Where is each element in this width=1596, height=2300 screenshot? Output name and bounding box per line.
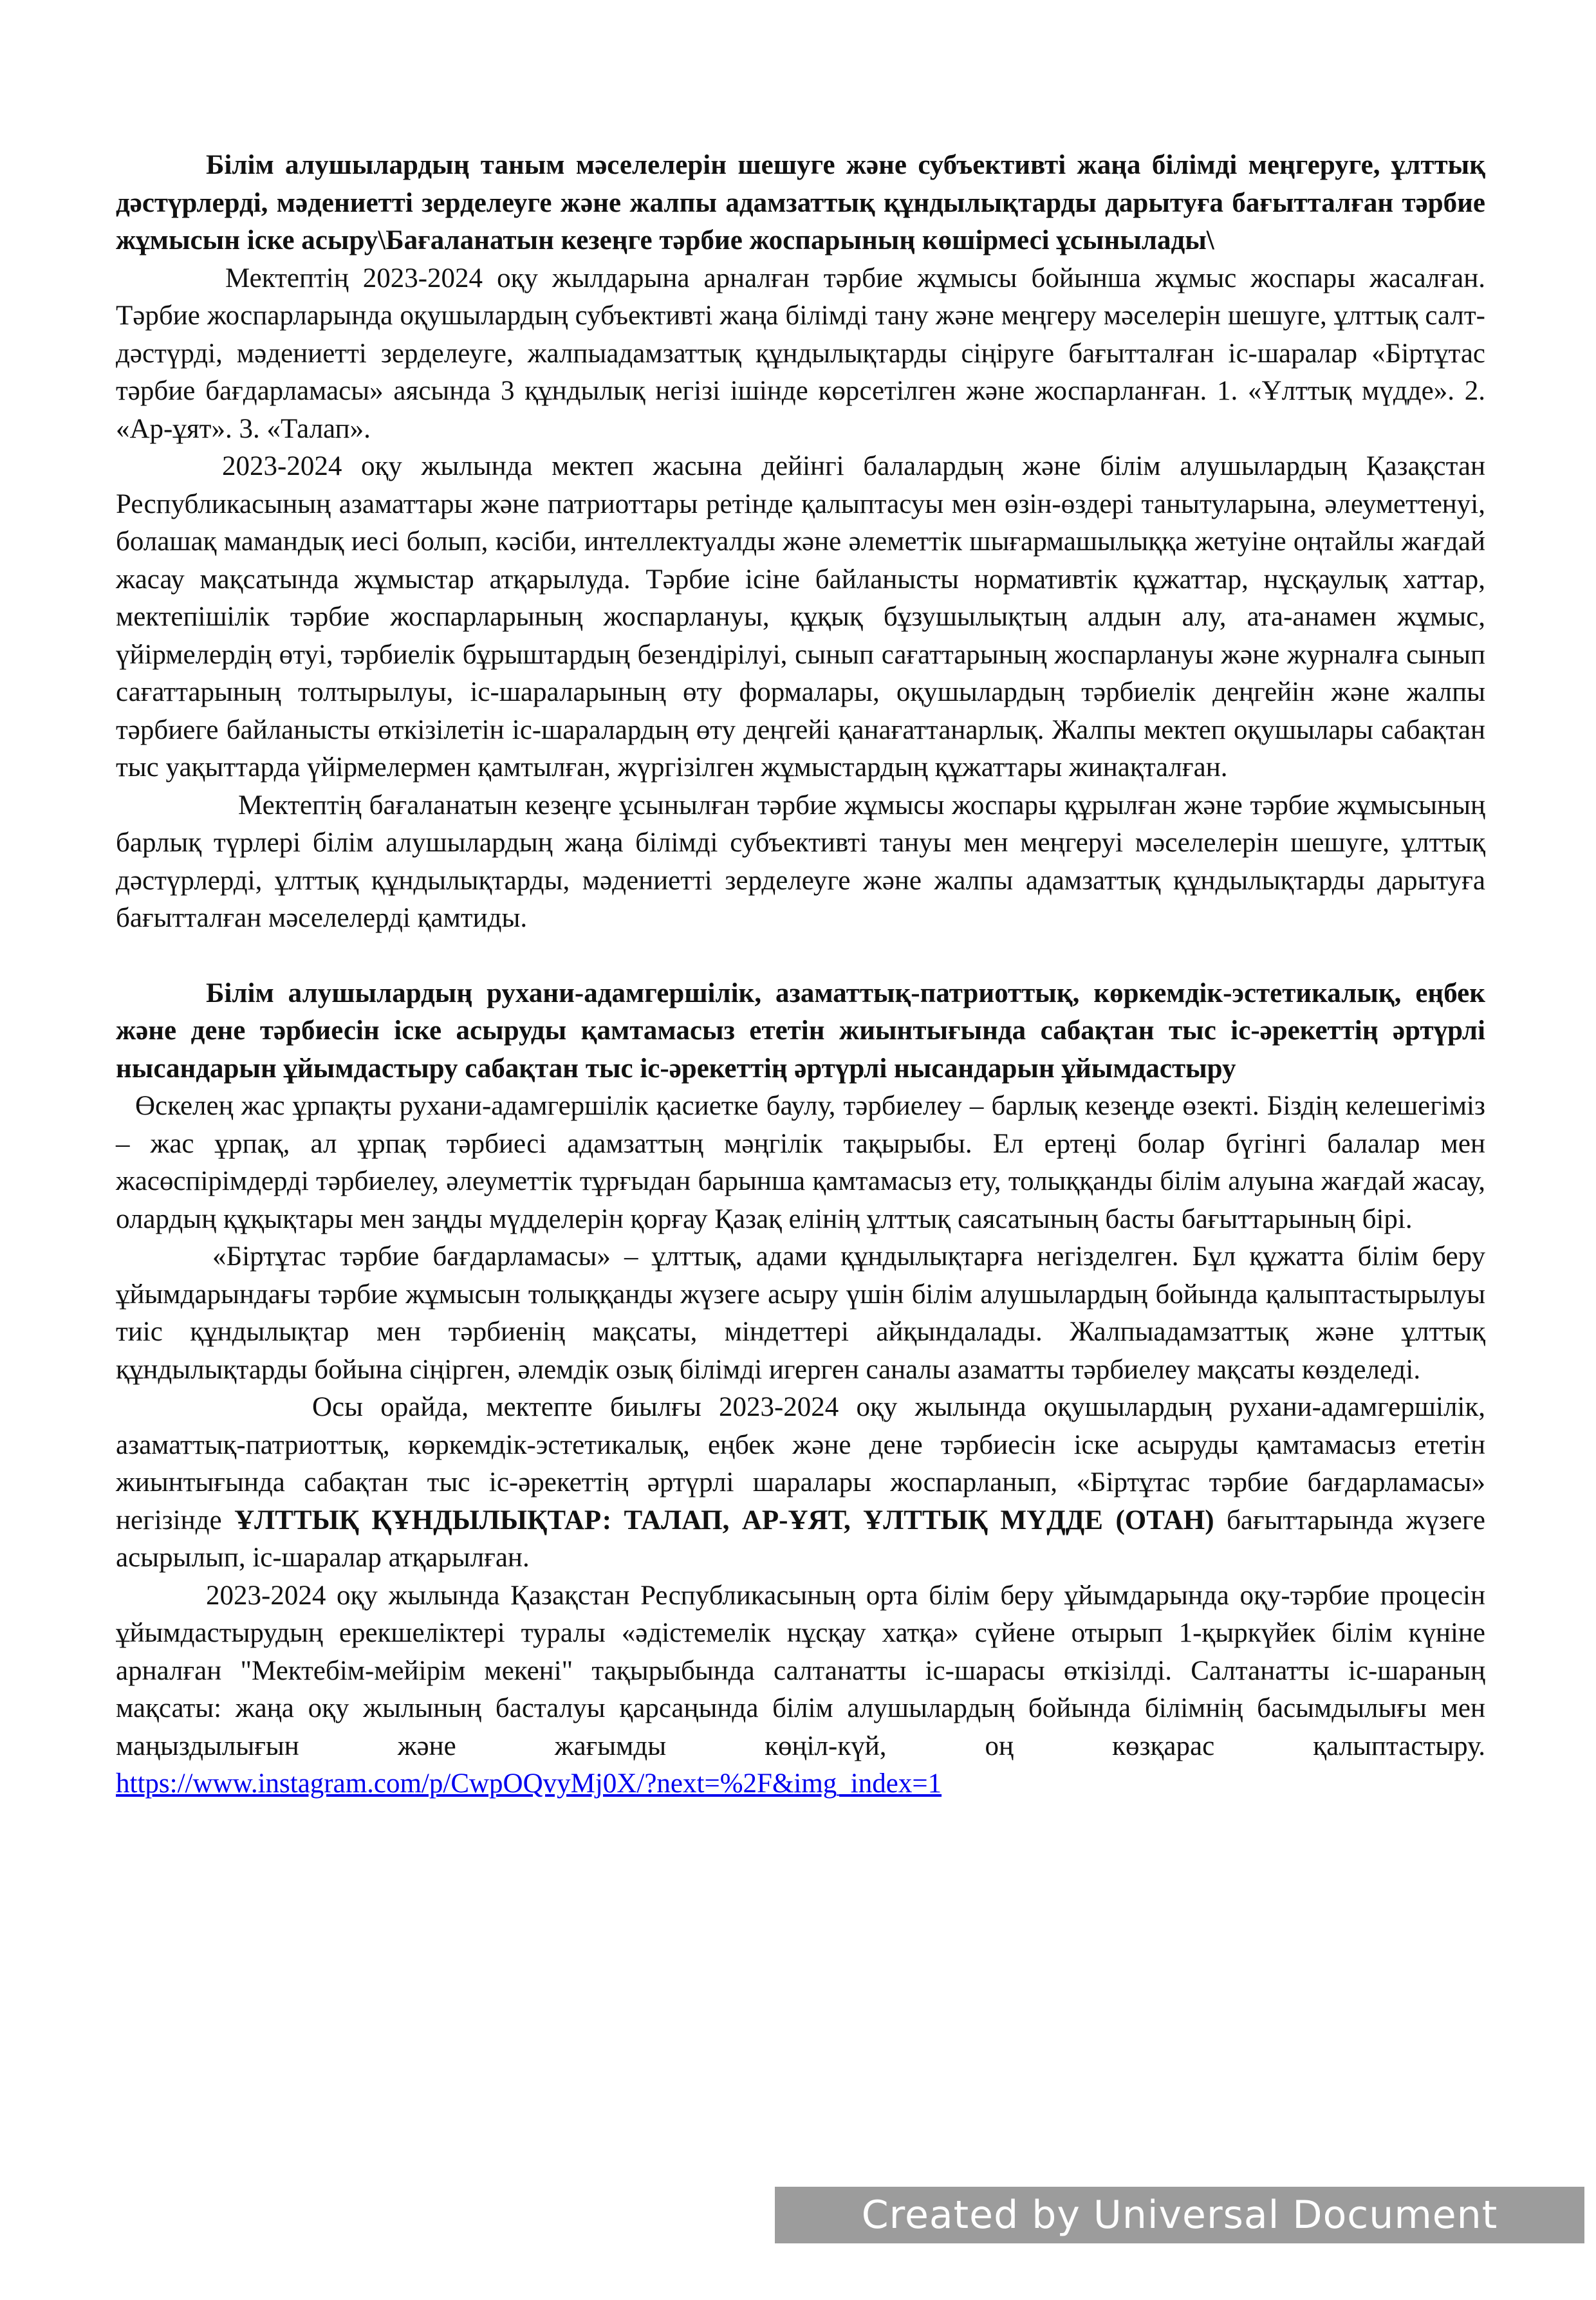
- paragraph-school-year-activities: 2023-2024 оқу жылында мектеп жасына дейінгі балалардың және білім алушылардың Қазақстан Республикасының азаматтары және патриоттары ретінде қалыптасуы мен өзін-өздері танытуларына, әлеуметтенуі, болашақ мамандық иесі болып, кәсіби, интеллектуалды және әлеметтік шығармашылыққа жетуіне оңтайлы жағдай жасау мақсатында жұмыстар атқарылуда. Тәрбие ісіне байланысты нормативтік құжаттар, нұсқаулық хаттар, мектепішілік тәрбие жоспарларының жоспарлануы, құқық бұзушылықтың алдын алу, ата-анамен жұмыс, үйірмелердің өтуі, тәрбиелік бұрыштардың безендірілуі, сынып сағаттарының жоспарлануы және журналға сынып сағаттарының толтырылуы, іс-шараларының өту формалары, оқушылардың тәрбиелік деңгейін және жалпы тәрбиеге байланысты өткізілетін іс-шаралардың өту деңгейі қанағаттанарлық. Жалпы мектеп оқушылары сабақтан тыс уақыттарда үйірмелермен қамтылған, жүргізілген жұмыстардың құжаттары жинақталған.: [116, 451, 1485, 783]
- paragraph-plan-summary: Мектептің бағаланатын кезеңге ұсынылған тәрбие жұмысы жоспары құрылған және тәрбие жұмысының барлық түрлері білім алушылардың жаңа білімді субъективті тануы мен меңгеруі мәселелерін шешуге, ұлттық дәстүрлерді, ұлттық құндылықтарды, мәдениетті зерделеуге және жалпы адамзаттық құндылықтарды дарытуға бағытталған мәселелерді қамтиды.: [116, 790, 1485, 933]
- document-page: [116, 147, 1485, 1803]
- paragraph-national-values-start: Осы орайда, мектепте биылғы 2023-2024 оқу жылында оқушылардың рухани-адамгершілік, азаматтық-патриоттық, көркемдік-эстетикалық, еңбек және дене тәрбиесін іске асыруды қамтамасыз ететін жиынтығында сабақтан тыс іс-әрекеттің әртүрлі шаралары жоспарланып, «Біртұтас тәрбие бағдарламасы» негізінде: [116, 1392, 1485, 1535]
- paragraph-national-values: [116, 1389, 1485, 1577]
- paragraph-young-generation: Өскелең жас ұрпақты рухани-адамгершілік қасиетке баулу, тәрбиелеу – барлық кезеңде өзекті. Біздің келешегіміз – жас ұрпақ, ал ұрпақ тәрбиесі адамзаттың мәңгілік тақырыбы. Ел ертеңі болар бүгінгі балалар мен жасөспірімдерді тәрбиелеу, әлеуметтік тұрғыдан барынша қамтамасыз ету, толыққанды білім алуына жағдай жасау, олардың құқықтары мен заңды мүдделерін қорғау Қазақ елінің ұлттық саясатының басты бағыттарының бірі.: [116, 1091, 1485, 1234]
- paragraph-work-plan: Мектептің 2023-2024 оқу жылдарына арналған тәрбие жұмысы бойынша жұмыс жоспары жасалған. Тәрбие жоспарларында оқушылардың субъективті жаңа білімді тану және меңгеру мәселерін шешуге, ұлттық салт-дәстүрді, мәдениетті зерделеуге, жалпыадамзаттық құндылықтарды сіңіруге бағытталған іс-шаралар «Біртұтас тәрбие бағдарламасы» аясында 3 құндылық негізі ішінде көрсетілген және жоспарланған. 1. «Ұлттық мүдде». 2. «Ар-ұят». 3. «Талап».: [116, 263, 1485, 444]
- instagram-link[interactable]: https://www.instagram.com/p/CwpOQvyMj0X/?next=%2F&img_index=1: [116, 1768, 942, 1799]
- paragraph-national-values-end: бағыттарында жүзеге асырылып, іс-шаралар атқарылған.: [116, 1505, 1485, 1573]
- section-spacer: [116, 938, 1485, 975]
- paragraph-unified-program: «Біртұтас тәрбие бағдарламасы» – ұлттық, адами құндылықтарға негізделген. Бұл құжатта білім беру ұйымдарындағы тәрбие жұмысын толыққанды жүзеге асыру үшін білім алушылардың бойында қалыптастырылуы тиіс құндылықтар мен тәрбиенің мақсаты, міндеттері айқындалады. Жалпыадамзаттық және ұлттық құндылықтарды бойына сіңірген, әлемдік озық білімді игерген саналы азаматты тәрбиелеу мақсаты көзделеді.: [116, 1241, 1485, 1385]
- section-heading-upbringing-work: Білім алушылардың таным мәселелерін шешуге және субъективті жаңа білімді меңгеруге, ұлттық дәстүрлерді, мәдениетті зерделеуге және жалпы адамзаттық құндылықтарды дарытуға бағытталған тәрбие жұмысын іске асыру\Бағаланатын кезеңге тәрбие жоспарының көшірмесі ұсынылады\: [116, 150, 1485, 255]
- converter-watermark: Created by Universal Document Converter: [775, 2187, 1584, 2243]
- section-heading-extracurricular: Білім алушылардың рухани-адамгершілік, азаматтық-патриоттық, көркемдік-эстетикалық, еңбек және дене тәрбиесін іске асыруды қамтамасыз ететін жиынтығында сабақтан тыс іс-әрекеттің әртүрлі нысандарын ұйымдастыру сабақтан тыс іс-әрекеттің әртүрлі нысандарын ұйымдастыру: [116, 978, 1485, 1084]
- paragraph-knowledge-day-event: 2023-2024 оқу жылында Қазақстан Республикасының орта білім беру ұйымдарында оқу-тәрбие процесін ұйымдастырудың ерекшеліктері туралы «әдістемелік нұсқау хатқа» сүйене отырып 1-қыркүйек білім күніне арналған "Мектебім-мейірім мекені" тақырыбында салтанатты іс-шарасы өткізілді. Салтанатты іс-шараның мақсаты: жаңа оқу жылының басталуы қарсаңында білім алушылардың бойында білімнің басымдылығы мен маңыздылығын және жағымды көңіл-күй, оң көзқарас қалыптастыру.: [116, 1580, 1485, 1761]
- national-values-emphasis: ҰЛТТЫҚ ҚҰНДЫЛЫҚТАР: ТАЛАП, АР-ҰЯТ, ҰЛТТЫҚ МҮДДЕ (ОТАН): [234, 1505, 1214, 1535]
- link-line: [116, 1765, 1485, 1803]
